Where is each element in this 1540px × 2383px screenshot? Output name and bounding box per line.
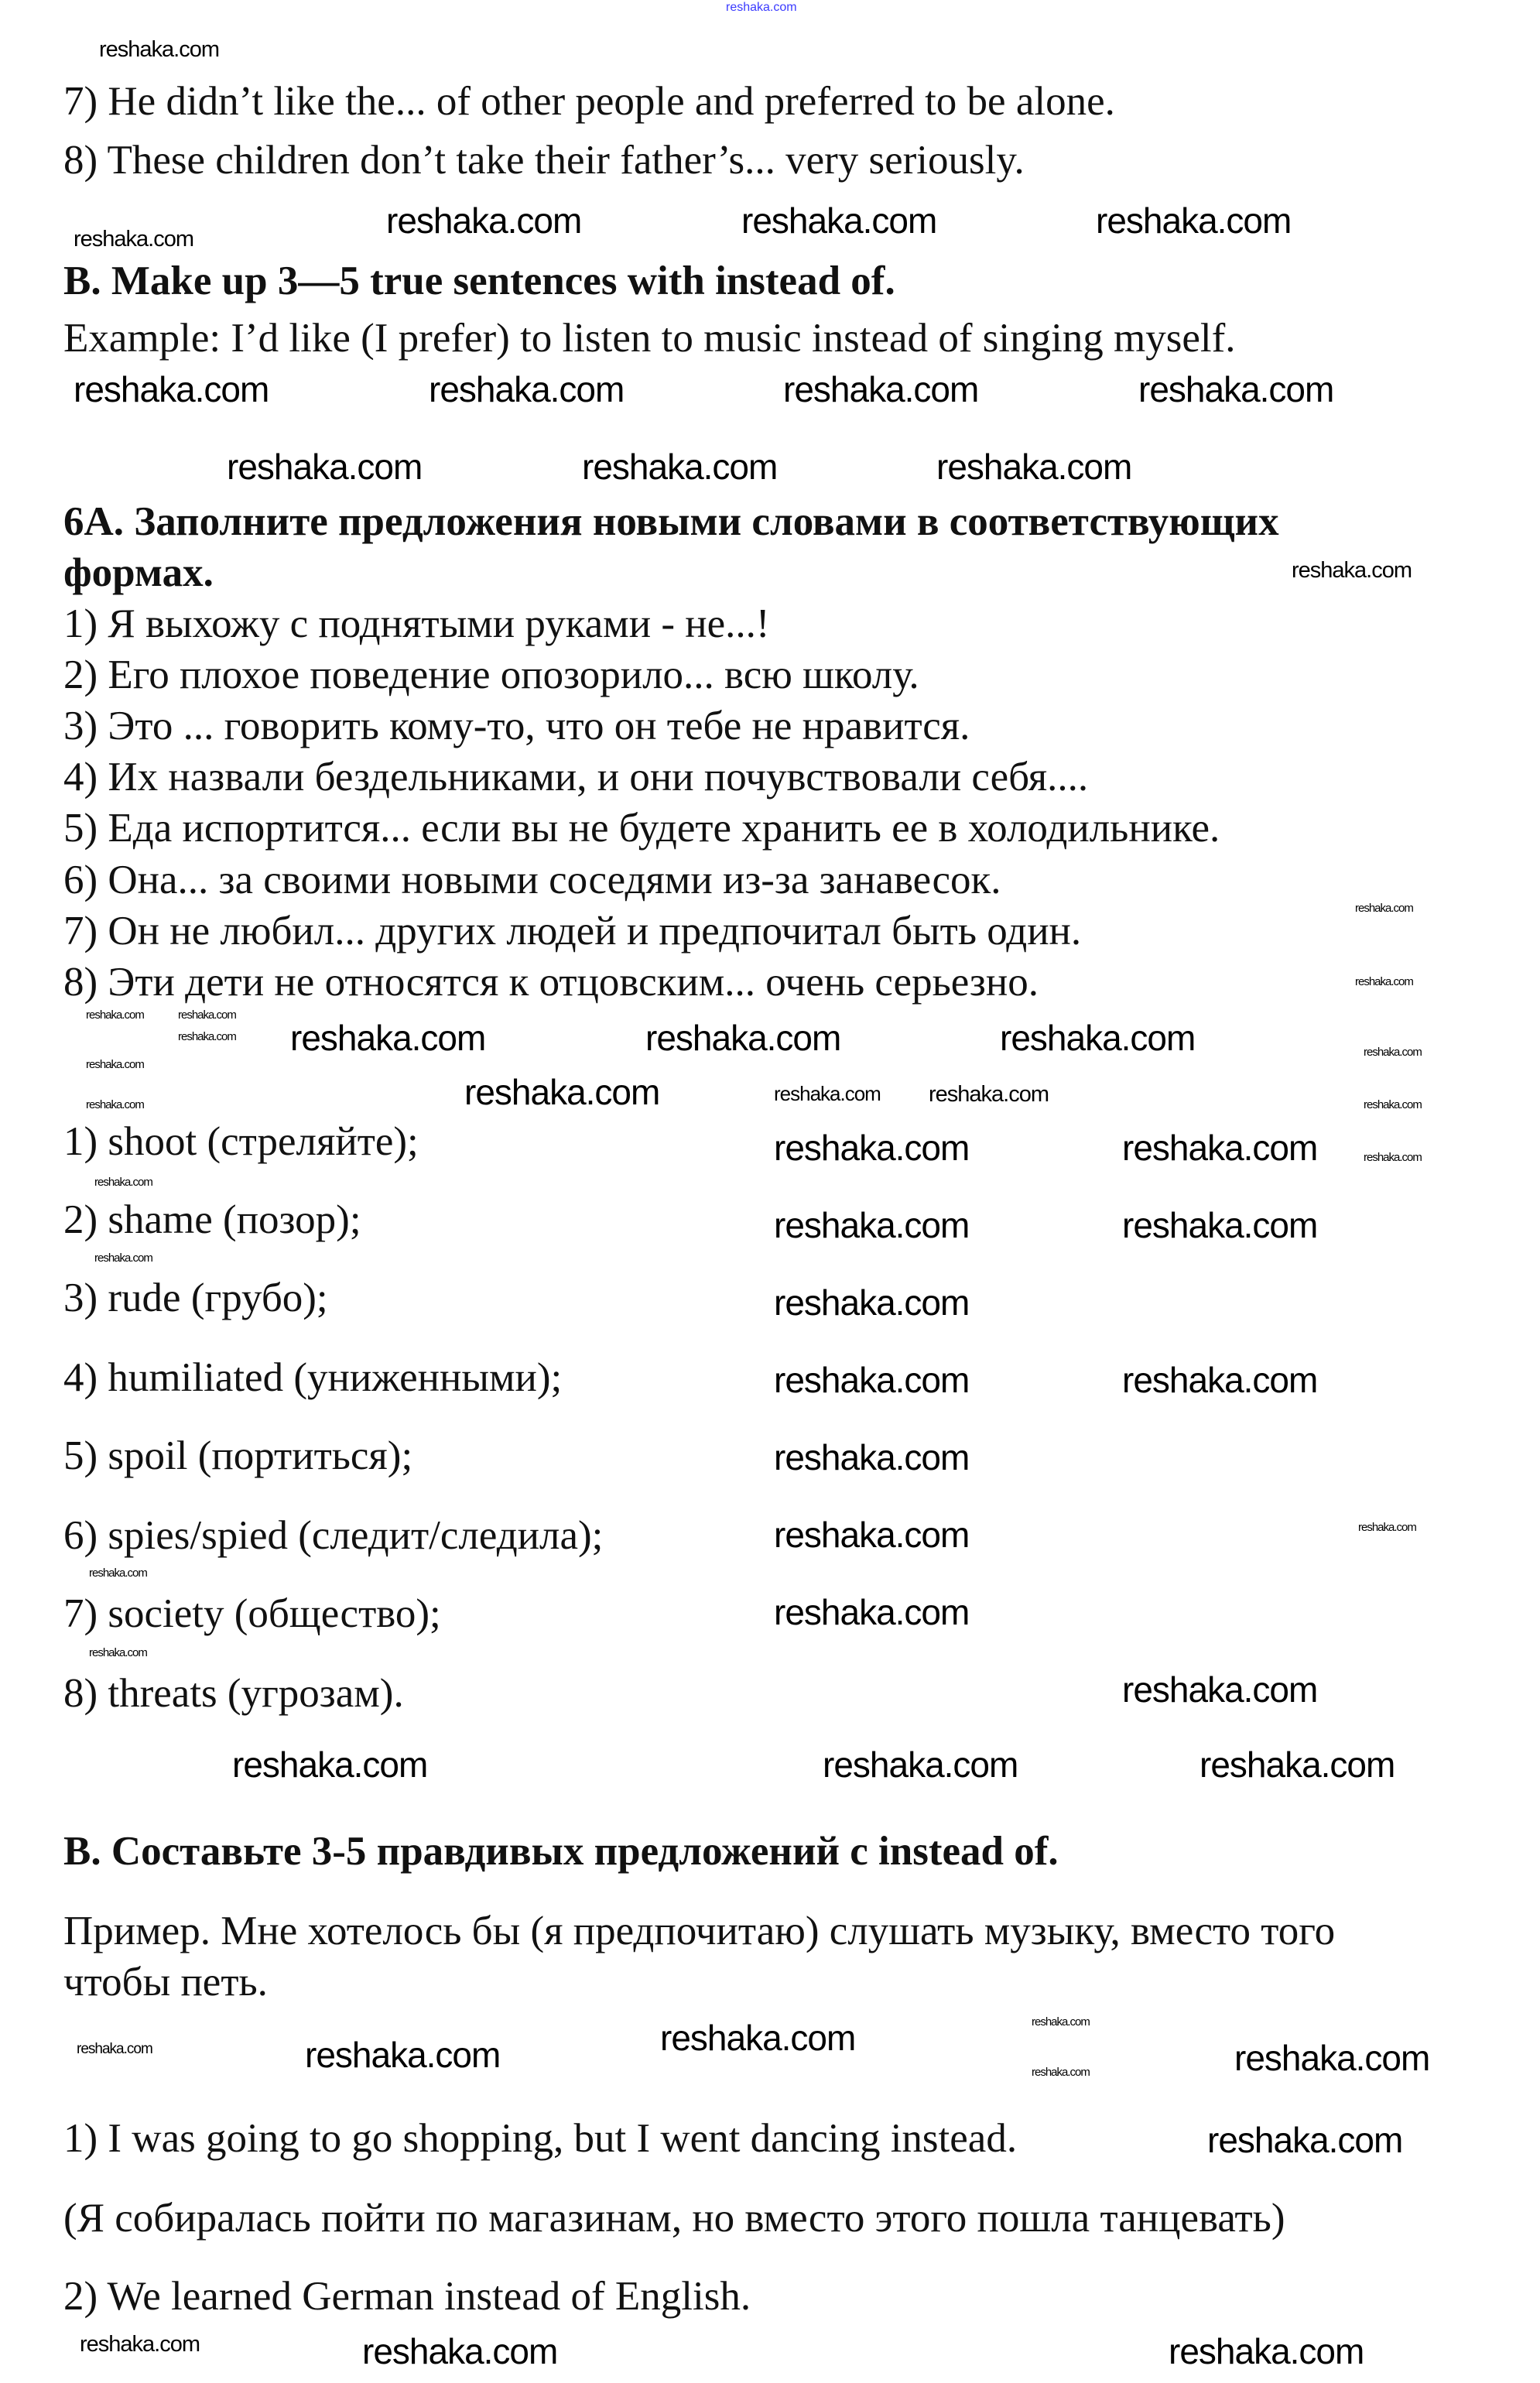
answer-item: 6) spies/spied (следит/следила); [63,1513,604,1558]
section-b-title: B. Make up 3—5 true sentences with instead of. [63,259,895,303]
answer-item: 4) humiliated (униженными); [63,1355,563,1400]
watermark: reshaka.com [227,447,423,487]
watermark: reshaka.com [774,1515,970,1555]
watermark: reshaka.com [1138,369,1334,409]
watermark: reshaka.com [74,369,269,409]
watermark: reshaka.com [99,37,220,62]
sentence-translation: (Я собиралась пойти по магазинам, но вместо этого пошла танцевать) [63,2196,1285,2241]
watermark: reshaka.com [1355,975,1413,988]
watermark: reshaka.com [178,1030,236,1043]
watermark: reshaka.com [1355,902,1413,915]
english-item-7: 7) He didn’t like the... of other people and preferred to be alone. [63,79,1115,124]
watermark: reshaka.com [1207,2120,1403,2160]
watermark: reshaka.com [464,1072,660,1112]
english-item-8: 8) These children don’t take their father’s... very seriously. [63,138,1025,183]
russian-item: 5) Еда испортится... если вы не будете хранить ее в холодильнике. [63,806,1220,851]
exercise-6a-title-line1: 6A. Заполните предложения новыми словами в соответствующих [63,499,1279,544]
watermark: reshaka.com [1234,2038,1430,2078]
watermark: reshaka.com [774,1282,970,1323]
watermark: reshaka.com [429,369,625,409]
russian-item: 4) Их назвали бездельниками, и они почувствовали себя.... [63,755,1089,799]
section-b-ru-title: B. Составьте 3-5 правдивых предложений с instead of. [63,1829,1059,1874]
watermark: reshaka.com [89,1646,147,1659]
watermark: reshaka.com [1358,1521,1416,1534]
watermark: reshaka.com [774,1437,970,1477]
watermark: reshaka.com [1364,1098,1422,1111]
watermark: reshaka.com [1122,1205,1318,1245]
watermark: reshaka.com [774,1128,970,1168]
watermark: reshaka.com [1122,1128,1318,1168]
watermark: reshaka.com [1199,1744,1395,1785]
watermark: reshaka.com [94,1251,152,1265]
watermark: reshaka.com [1032,2015,1090,2029]
section-b-ru-example-line2: чтобы петь. [63,1960,268,2005]
watermark: reshaka.com [774,1205,970,1245]
russian-item: 7) Он не любил... других людей и предпочитал быть один. [63,909,1082,954]
watermark: reshaka.com [94,1176,152,1189]
watermark: reshaka.com [774,1082,881,1105]
answer-item: 7) society (общество); [63,1591,441,1636]
watermark: reshaka.com [89,1566,147,1580]
watermark: reshaka.com [232,1744,428,1785]
watermark: reshaka.com [1292,558,1412,583]
watermark: reshaka.com [386,200,582,241]
watermark: reshaka.com [362,2331,558,2371]
answer-item: 5) spoil (портиться); [63,1433,413,1478]
watermark: reshaka.com [936,447,1132,487]
watermark: reshaka.com [660,2018,856,2058]
watermark: reshaka.com [1000,1018,1196,1058]
sentence-item: 1) I was going to go shopping, but I went dancing instead. [63,2116,1018,2161]
watermark: reshaka.com [1096,200,1292,241]
answer-item: 2) shame (позор); [63,1197,361,1242]
section-b-ru-example-line1: Пример. Мне хотелось бы (я предпочитаю) слушать музыку, вместо того [63,1909,1336,1953]
watermark: reshaka.com [290,1018,486,1058]
russian-item: 1) Я выхожу с поднятыми руками - не...! [63,601,770,646]
answer-item: 1) shoot (стреляйте); [63,1119,419,1164]
watermark: reshaka.com [86,1098,144,1111]
watermark: reshaka.com [178,1008,236,1022]
answer-item: 8) threats (угрозам). [63,1671,404,1716]
watermark: reshaka.com [741,200,937,241]
watermark: reshaka.com [783,369,979,409]
russian-item: 8) Эти дети не относятся к отцовским... очень серьезно. [63,960,1039,1005]
watermark: reshaka.com [1032,2066,1090,2079]
russian-item: 3) Это ... говорить кому-то, что он тебе не нравится. [63,704,970,748]
watermark: reshaka.com [1169,2331,1364,2371]
watermark: reshaka.com [305,2035,501,2075]
russian-item: 6) Она... за своими новыми соседями из-за занавесок. [63,858,1001,902]
watermark: reshaka.com [1122,1360,1318,1400]
watermark: reshaka.com [1364,1046,1422,1059]
watermark: reshaka.com [645,1018,841,1058]
watermark: reshaka.com [582,447,778,487]
watermark: reshaka.com [823,1744,1018,1785]
watermark: reshaka.com [774,1360,970,1400]
header-watermark[interactable]: reshaka.com [726,1,797,14]
watermark: reshaka.com [86,1008,144,1022]
sentence-item: 2) We learned German instead of English. [63,2274,751,2319]
watermark: reshaka.com [86,1058,144,1071]
answer-item: 3) rude (грубо); [63,1275,328,1320]
watermark: reshaka.com [74,227,194,252]
watermark: reshaka.com [77,2041,152,2057]
russian-item: 2) Его плохое поведение опозорило... всю школу. [63,652,919,697]
watermark: reshaka.com [1122,1669,1318,1710]
section-b-example: Example: I’d like (I prefer) to listen to music instead of singing myself. [63,316,1236,361]
watermark: reshaka.com [80,2332,200,2357]
watermark: reshaka.com [929,1082,1049,1107]
watermark: reshaka.com [774,1592,970,1632]
exercise-6a-title-line2: формах. [63,550,214,595]
watermark: reshaka.com [1364,1151,1422,1164]
